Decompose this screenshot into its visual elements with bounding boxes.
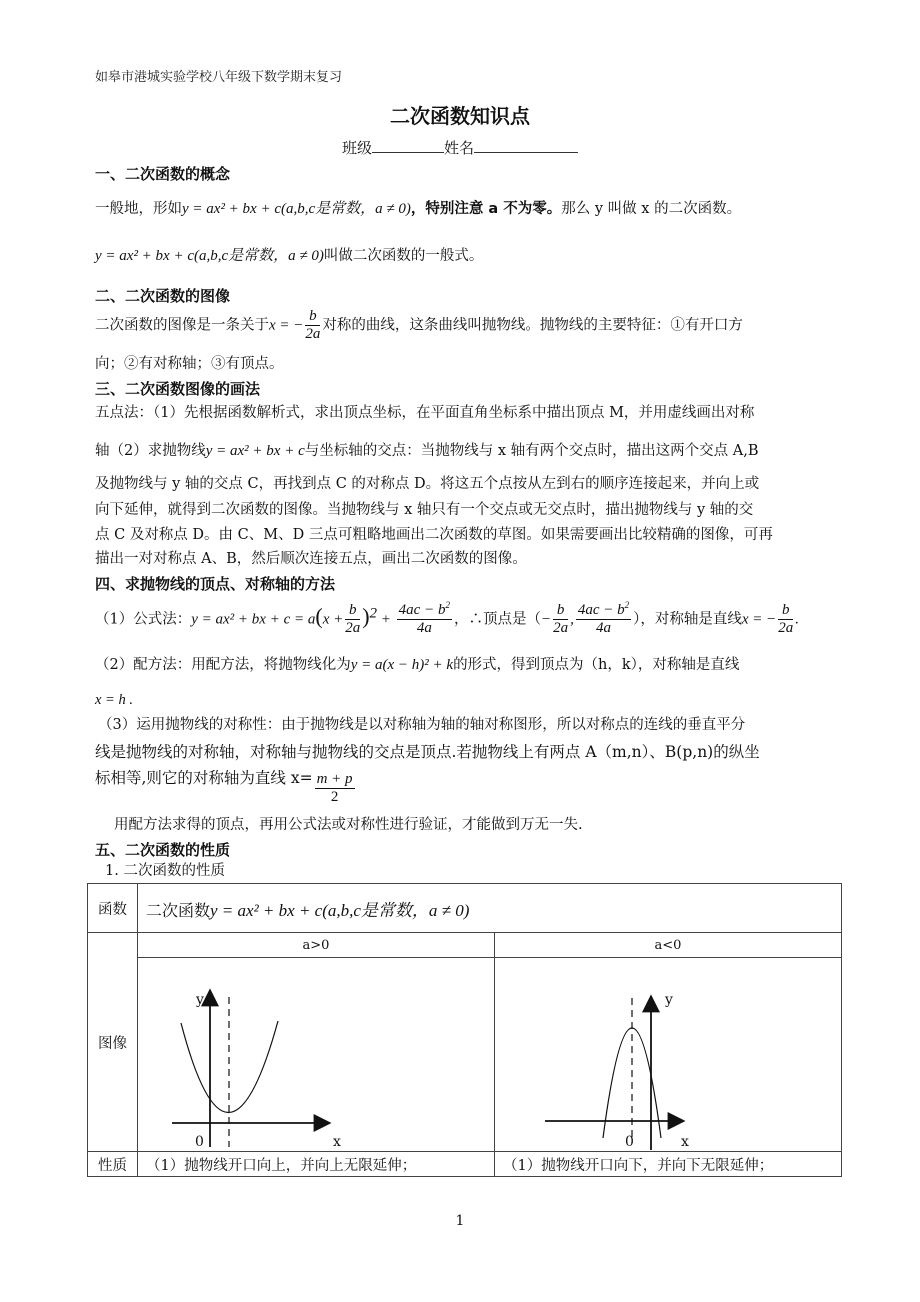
section-1-para-1 [95,199,741,219]
emphasis-text: ，特别注意 a 不为零。 [410,201,562,217]
function-cell [138,884,842,933]
section-2-para-1 [95,308,743,343]
method-2 [95,655,739,675]
numerator: m + p [316,771,353,787]
fraction: $\frac{4ac - b^2}{4a}$ [398,600,450,636]
method-3-line-3 [95,768,357,806]
page-title: 二次函数知识点 [390,104,530,128]
fraction: $\frac{b}{2a}$ [345,602,361,636]
text: ，∴顶点是（ [453,611,541,628]
origin-label: 0 [625,1134,634,1150]
numerator: b [305,308,320,326]
properties-table [87,883,842,1177]
row-label-property: 性质 [88,1152,138,1177]
method-3-line-2: 线是抛物线的对称轴，对称轴与抛物线的交点是顶点.若抛物线上有两点 A（m,n）、B(p,n)的纵坐 [95,743,760,761]
section-5-heading: 五、二次函数的性质 [95,841,231,859]
x-axis-label: x [681,1134,689,1150]
table-row [88,884,842,933]
text: 轴（2）求抛物线 [95,443,206,459]
method-1: （1）公式法：y = ax² + bx + c = a(x + $\frac{b}{2a}$ )$^2$ + $\frac{4ac - b^2}{4a}$ ，∴顶点是（− $\frac{b}{2a}$ , $\frac{4ac - b^2}{4a}$ ），对称轴是直线x = − $\frac{b}{2a}$ . [95,600,800,636]
formula: y = a(x − h)² + k [350,657,454,673]
text: 叫做二次函数的一般式。 [323,248,484,264]
denominator: 2a [305,326,321,342]
section-3-line-5: 点 C 及对称点 D。由 C、M、D 三点可粗略地画出二次函数的草图。如果需要画出比较精确的图像，可再 [95,527,773,543]
graph-downward [495,958,841,1151]
section-3-line-4: 向下延伸，就得到二次函数的图像。当抛物线与 x 轴只有一个交点或无交点时，描出抛物线与 y 轴的交 [95,502,754,518]
property-neg: （1）抛物线开口向下，并向下无限延伸； [495,1152,842,1177]
property-pos: （1）抛物线开口向上，并向上无限延伸； [138,1152,495,1177]
method-2-axis: x = h . [95,692,133,708]
name-label: 姓名 [444,139,475,157]
formula: y = ax² + bx + c [205,443,305,459]
col-header-neg: a<0 [495,933,842,958]
method-3-line-1: （3）运用抛物线的对称性：由于抛物线是以对称轴为轴的轴对称图形，所以对称点的连线的垂直平分 [98,717,746,733]
section-1-heading: 一、二次函数的概念 [95,165,231,183]
row-label-image: 图像 [88,933,138,1152]
text: 二次函数的图像是一条关于 [95,317,269,334]
page-header: 如皋市港城实验学校八年级下数学期末复习 [95,70,343,85]
table-row [88,958,842,1152]
section-1-para-2 [95,246,483,266]
section-3-line-3: 及抛物线与 y 轴的交点 C，再找到点 C 的对称点 D。将这五个点按从左到右的顺序连接起来，并向上或 [95,476,760,492]
section-2-heading: 二、二次函数的图像 [95,287,231,305]
y-axis-label: y [196,992,204,1008]
text: 对称的曲线，这条曲线叫抛物线。抛物线的主要特征：①有开口方 [322,317,743,334]
graph-downward-cell [495,958,842,1152]
row-label-function: 函数 [88,884,138,933]
section-3-heading: 三、二次函数图像的画法 [95,380,261,398]
text: （2）配方法：用配方法，将抛物线化为 [95,657,351,673]
col-header-pos: a>0 [138,933,495,958]
origin-label: 0 [195,1134,204,1150]
page-number: 1 [455,1213,465,1229]
formula-general: y = ax² + bx + c(a,b,c是常数，a ≠ 0) [95,248,324,264]
upward-parabola-icon [138,958,494,1151]
table-row [88,1152,842,1177]
text: 的形式，得到顶点为（h，k），对称轴是直线 [453,657,740,673]
note: 用配方法求得的顶点，再用公式法或对称性进行验证，才能做到万无一失. [114,817,583,833]
graph-upward [138,958,494,1151]
x-axis-label: x [333,1134,341,1150]
formula-general: y = ax² + bx + c(a,b,c是常数，a ≠ 0) [182,201,411,217]
section-5-sub-1: 1. 二次函数的性质 [105,863,225,879]
class-name-line [0,137,920,158]
class-label: 班级 [341,139,372,157]
name-field[interactable] [474,138,578,153]
formula-axis: x = − [269,317,304,334]
fraction [315,771,355,806]
formula: y = ax² + bx + c(a,b,c是常数，a ≠ 0) [210,900,470,920]
section-3-line-6: 描出一对对称点 A、B，然后顺次连接五点，画出二次函数的图像。 [95,551,527,567]
text: 那么 y 叫做 x 的二次函数。 [561,201,742,217]
formula: y = ax² + bx + c = a [191,611,316,628]
section-3-line-1: 五点法：（1）先根据函数解析式，求出顶点坐标，在平面直角坐标系中描出顶点 M，并用虚线画出对称 [95,405,755,421]
text: 标相等,则它的对称轴为直线 x= [95,769,313,787]
section-3-line-2 [95,441,758,461]
table-row [88,933,842,958]
section-2-para-2: 向；②有对称轴；③有顶点。 [95,356,284,372]
fraction [305,308,320,343]
downward-parabola-icon [495,958,841,1151]
graph-upward-cell [138,958,495,1152]
class-field[interactable] [372,138,444,153]
text: 一般地，形如 [95,201,182,217]
text: （1）公式法： [95,611,192,628]
text: 二次函数 [146,900,211,920]
denominator: 2 [330,789,339,805]
text: 与坐标轴的交点：当抛物线与 x 轴有两个交点时，描出这两个交点 A,B [304,443,759,459]
section-4-heading: 四、求抛物线的顶点、对称轴的方法 [95,575,336,593]
text: ），对称轴是直线 [633,611,742,628]
y-axis-label: y [665,992,673,1008]
